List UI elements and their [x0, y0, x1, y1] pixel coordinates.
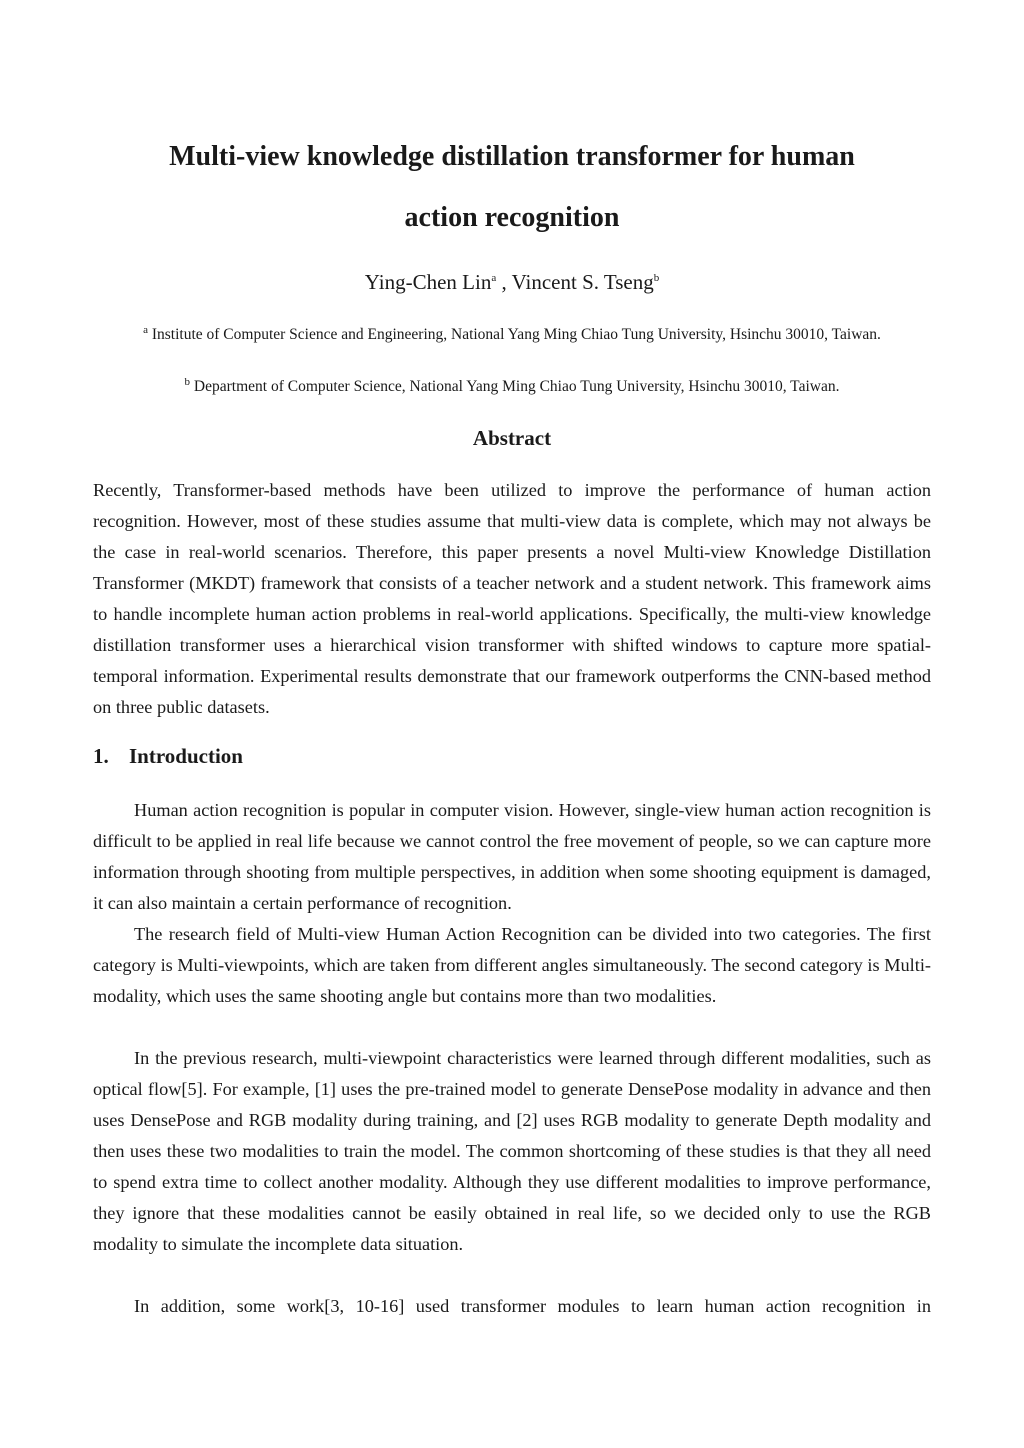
intro-paragraph-4: In addition, some work[3, 10-16] used transformer modules to learn human action recognition in — [134, 1296, 931, 1316]
affiliation-a — [0, 323, 1024, 343]
affiliation-b — [0, 375, 1024, 395]
section-number: 1. — [93, 744, 109, 768]
abstract-text: Recently, Transformer-based methods have been utilized to improve the performance of human action recognition. However, most of these studies assume that multi-view data is complete, which may not always be the case in real-world scenarios. Therefore, this paper presents a novel Multi-view Knowledge Distillation Transformer (MKDT) framework that consists of a teacher network and a student network. This framework aims to handle incomplete human action problems in real-world applications. Specifically, the multi-view knowledge distillation transformer uses a hierarchical vision transformer with shifted windows to capture more spatial-temporal information. Experimental results demonstrate that our framework outperforms the CNN-based method on three public datasets. — [93, 480, 931, 717]
author-affil-mark: a — [491, 272, 497, 284]
author-name: Ying-Chen Lin — [364, 270, 492, 294]
author-affil-mark: b — [653, 272, 660, 284]
section-title: Introduction — [129, 744, 243, 768]
affiliation-text: Department of Computer Science, National Yang Ming Chiao Tung University, Hsinchu 30010, Taiwan. — [193, 378, 840, 395]
author-list — [0, 272, 1024, 293]
affiliation-mark: a — [143, 323, 148, 336]
intro-paragraph-3: In the previous research, multi-viewpoint characteristics were learned through different modalities, such as optical flow[5]. For example, [1] uses the pre-trained model to generate DensePose modality in advance and then uses DensePose and RGB modality during training, and [2] uses RGB modality to generate Depth modality and then uses these two modalities to train the model. The common shortcoming of these studies is that they all need to spend extra time to collect another modality. Although they use different modalities to improve performance, they ignore that these modalities cannot be easily obtained in real life, so we decided only to use the RGB modality to simulate the incomplete data situation. — [93, 1048, 931, 1254]
intro-paragraph-2: The research field of Multi-view Human Action Recognition can be divided into two categories. The first category is Multi-viewpoints, which are taken from different angles simultaneously. The second category is Multi-modality, which uses the same shooting angle but contains more than two modalities. — [93, 924, 931, 1006]
section-heading-introduction — [93, 746, 243, 767]
affiliation-text: Institute of Computer Science and Engineering, National Yang Ming Chiao Tung University, Hsinchu 30010, Taiwan. — [151, 326, 881, 343]
author-name: Vincent S. Tseng — [511, 270, 654, 294]
author-separator: , — [496, 270, 512, 294]
paper-title-line-1: Multi-view knowledge distillation transformer for human — [169, 141, 855, 172]
affiliation-mark: b — [184, 375, 191, 388]
paper-title-line-2: action recognition — [404, 202, 620, 233]
intro-paragraph-1: Human action recognition is popular in computer vision. However, single-view human action recognition is difficult to be applied in real life because we cannot control the free movement of people, so we can capture more information through shooting from multiple perspectives, in addition when some shooting equipment is damaged, it can also maintain a certain performance of recognition. — [93, 800, 931, 913]
abstract-heading: Abstract — [472, 426, 552, 450]
